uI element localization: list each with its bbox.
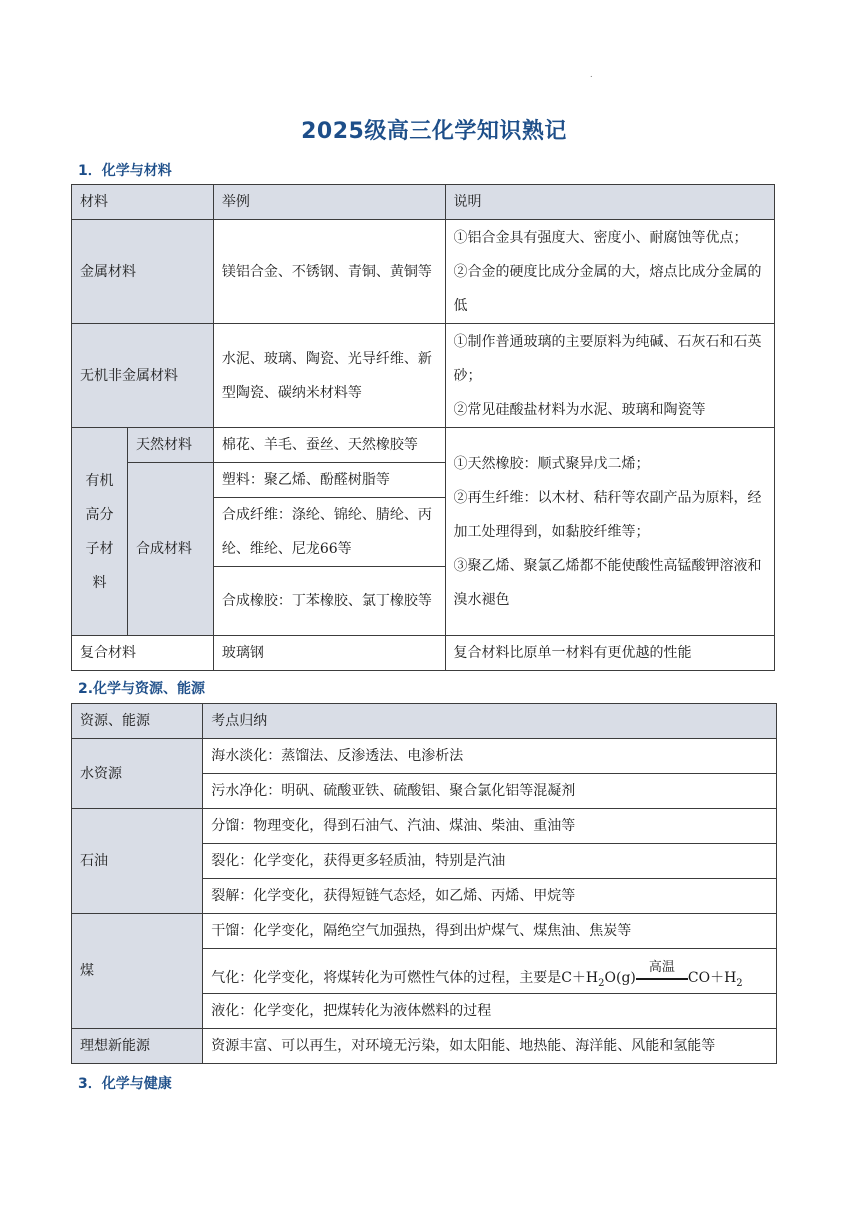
row-new-energy-label: 理想新能源 — [72, 1029, 203, 1064]
coal-item-dry: 干馏：化学变化，隔绝空气加强热，得到出炉煤气、煤焦油、焦炭等 — [203, 914, 777, 949]
row-organic-notes — [445, 428, 775, 636]
resources-table — [71, 703, 777, 1064]
water-item: 污水净化：明矾、硫酸亚铁、硫酸铝、聚合氯化铝等混凝剂 — [203, 774, 777, 809]
natural-material-label: 天然材料 — [127, 428, 213, 463]
section-heading-materials: 1．化学与材料 — [78, 163, 172, 179]
header-material: 材料 — [72, 185, 214, 220]
reactant-tail: O(g) — [604, 970, 636, 986]
row-metal-label: 金属材料 — [72, 220, 214, 324]
oil-item: 分馏：物理变化，得到石油气、汽油、煤油、柴油、重油等 — [203, 809, 777, 844]
row-metal-example: 镁铝合金、不锈钢、青铜、黄铜等 — [213, 220, 445, 324]
note-line: ①天然橡胶：顺式聚异戊二烯； — [453, 455, 650, 472]
natural-material-example: 棉花、羊毛、蚕丝、天然橡胶等 — [213, 428, 445, 463]
gasification-reactants: C＋H — [561, 970, 599, 986]
note-line: ②再生纤维：以木材、秸秆等农副产品为原料，经加工处理得到，如黏胶纤维等； — [453, 489, 762, 540]
section-heading-resources: 2.化学与资源、能源 — [78, 681, 206, 697]
header-resource: 资源、能源 — [72, 704, 203, 739]
row-composite-note: 复合材料比原单一材料有更优越的性能 — [445, 636, 775, 671]
row-inorganic-notes — [445, 324, 775, 428]
reactant-subscript: 2 — [598, 977, 605, 989]
header-summary: 考点归纳 — [203, 704, 777, 739]
equals-line — [636, 978, 688, 980]
reaction-condition: 高温 — [648, 960, 675, 975]
row-inorganic-label: 无机非金属材料 — [72, 324, 214, 428]
gasification-text: 气化：化学变化，将煤转化为可燃性气体的过程，主要是 — [211, 970, 562, 986]
coal-item-liquefaction: 液化：化学变化，把煤转化为液体燃料的过程 — [203, 994, 777, 1029]
note-line: ①铝合金具有强度大、密度小、耐腐蚀等优点； — [453, 229, 748, 246]
synthetic-material-label: 合成材料 — [127, 463, 213, 636]
note-line: ②常见硅酸盐材料为水泥、玻璃和陶瓷等 — [453, 401, 706, 418]
oil-item: 裂化：化学变化，获得更多轻质油，特别是汽油 — [203, 844, 777, 879]
synthetic-example-plastic: 塑料：聚乙烯、酚醛树脂等 — [213, 463, 445, 498]
gasification-products: CO＋H — [687, 970, 737, 986]
row-composite-label: 复合材料 — [72, 636, 214, 671]
coal-item-gasification — [203, 949, 777, 994]
synthetic-example-fiber: 合成纤维：涤纶、锦纶、腈纶、丙纶、维纶、尼龙66等 — [213, 498, 445, 567]
note-line: ①制作普通玻璃的主要原料为纯碱、石灰石和石英砂； — [453, 333, 762, 384]
page-title: 2025级高三化学知识熟记 — [301, 119, 567, 144]
header-note: 说明 — [445, 185, 775, 220]
oil-item: 裂解：化学变化，获得短链气态烃，如乙烯、丙烯、甲烷等 — [203, 879, 777, 914]
row-metal-notes — [445, 220, 775, 324]
row-composite-example: 玻璃钢 — [213, 636, 445, 671]
row-coal-label: 煤 — [72, 914, 203, 1029]
water-item: 海水淡化：蒸馏法、反渗透法、电渗析法 — [203, 739, 777, 774]
section-heading-health: 3．化学与健康 — [78, 1076, 172, 1092]
materials-table — [71, 184, 775, 671]
header-example: 举例 — [213, 185, 445, 220]
note-line: ②合金的硬度比成分金属的大，熔点比成分金属的低 — [453, 263, 762, 314]
row-inorganic-example: 水泥、玻璃、陶瓷、光导纤维、新型陶瓷、碳纳米材料等 — [213, 324, 445, 428]
synthetic-example-rubber: 合成橡胶：丁苯橡胶、氯丁橡胶等 — [213, 567, 445, 636]
row-oil-label: 石油 — [72, 809, 203, 914]
product-subscript: 2 — [736, 977, 743, 989]
page-mark: . — [590, 70, 593, 79]
new-energy-text: 资源丰富、可以再生，对环境无污染，如太阳能、地热能、海洋能、风能和氢能等 — [203, 1029, 777, 1064]
row-organic-label: 有机高分子材料 — [72, 428, 128, 636]
row-water-label: 水资源 — [72, 739, 203, 809]
note-line: ③聚乙烯、聚氯乙烯都不能使酸性高锰酸钾溶液和溴水褪色 — [453, 557, 762, 608]
